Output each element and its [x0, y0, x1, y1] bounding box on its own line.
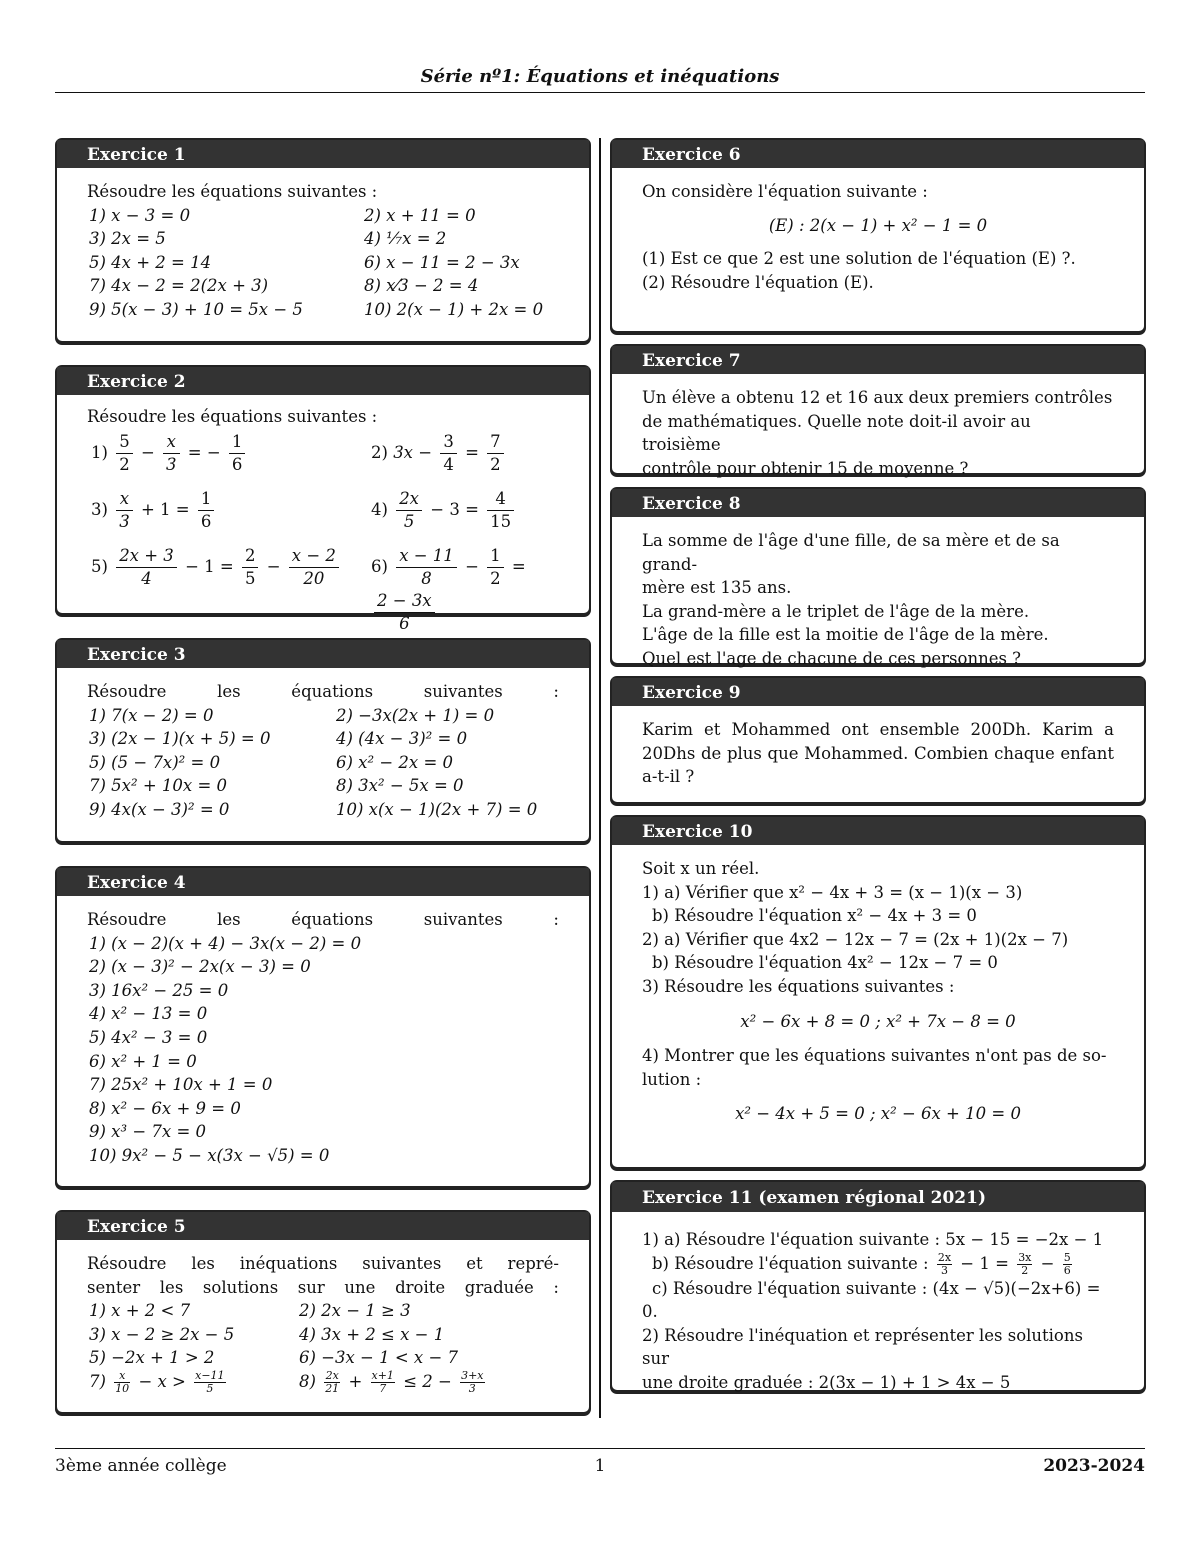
list-item: 2) x + 11 = 0 [364, 205, 476, 225]
exercise-10-title: Exercice 10 [612, 817, 1144, 845]
footer-rule [55, 1448, 1145, 1449]
list-item: 5) −2x + 1 > 2 [89, 1348, 215, 1368]
exercise-11-line: 1) a) Résoudre l'équation suivante : 5x − 15 = −2x − 1 [642, 1230, 1104, 1249]
list-item: 1) 7(x − 2) = 0 [89, 705, 214, 725]
list-item: 10) 2(x − 1) + 2x = 0 [364, 299, 544, 319]
exercise-10-equations-1: x² − 6x + 8 = 0 ; x² + 7x − 8 = 0 [740, 1011, 1016, 1031]
exercise-3-items [87, 704, 559, 822]
exercise-9-line: a-t-il ? [642, 767, 695, 787]
list-item: 6) x − 11 = 2 − 3x [364, 252, 520, 272]
exercise-8-line: mère est 135 ans. [642, 578, 792, 598]
exercise-10-equations-2: x² − 4x + 5 = 0 ; x² − 6x + 10 = 0 [735, 1104, 1021, 1124]
exercise-11-line: 0. [642, 1302, 658, 1322]
list-item: 1) x − 3 = 0 [89, 205, 191, 225]
exercise-6-q1: (1) Est ce que 2 est une solution de l'équation (E) ?. [642, 249, 1076, 269]
exercise-9-line: 20Dhs de plus que Mohammed. Combien chaque enfant [642, 743, 1114, 763]
exercise-6-intro: On considère l'équation suivante : [642, 182, 928, 201]
exercise-1-title: Exercice 1 [57, 140, 589, 168]
list-item: 5) 4x² − 3 = 0 [89, 1027, 208, 1047]
exercise-10-line: 4) Montrer que les équations suivantes n'ont pas de so- [642, 1046, 1107, 1066]
exercise-10-box [610, 815, 1146, 1169]
exercise-11-line: 2) Résoudre l'inéquation et représenter les solutions sur [642, 1325, 1083, 1369]
exercise-7-box [610, 344, 1146, 478]
list-item: 7) 5x² + 10x = 0 [89, 776, 228, 796]
list-item: 4) $\frac{2x}{5}$ − 3 = $\frac{4}{15}$ [371, 488, 559, 533]
list-item: 5) 4x + 2 = 14 [89, 252, 212, 272]
column-separator [599, 138, 601, 1418]
page-title: Série nº1: Équations et inéquations [420, 66, 780, 87]
exercise-10-line: b) Résoudre l'équation 4x² − 12x − 7 = 0 [652, 953, 998, 973]
list-item: 7) 25x² + 10x + 1 = 0 [89, 1075, 273, 1095]
list-item: 2) −3x(2x + 1) = 0 [336, 705, 495, 725]
list-item: 6) $\frac{x - 11}{8}$ − $\frac{1}{2}$ = $\frac{2 - 3x}{6}$ [371, 545, 526, 633]
exercise-3-intro: Résoudre les équations suivantes : [87, 682, 559, 701]
exercise-9-title: Exercice 9 [612, 678, 1144, 706]
exercise-9-box [610, 676, 1146, 804]
exercise-8-title: Exercice 8 [612, 489, 1144, 517]
exercise-7-title: Exercice 7 [612, 346, 1144, 374]
exercise-1-intro: Résoudre les équations suivantes : [87, 182, 378, 201]
list-item: 8) 3x² − 5x = 0 [336, 776, 464, 796]
list-item: 1) $\frac{5}{2}$ − $\frac{x}{3}$ = − $\frac{1}{6}$ [91, 431, 371, 476]
list-item: 3) 16x² − 25 = 0 [89, 980, 229, 1000]
list-item: 6) x² − 2x = 0 [336, 752, 454, 772]
list-item: 5) $\frac{2x + 3}{4}$ − 1 = $\frac{2}{5}$ − $\frac{x - 2}{20}$ [91, 545, 371, 635]
exercise-10-line: 1) a) Vérifier que x² − 4x + 3 = (x − 1)(x − 3) [642, 882, 1023, 902]
exercise-2-intro: Résoudre les équations suivantes : [87, 407, 378, 426]
exercise-9-line: Karim et Mohammed ont ensemble 200Dh. Karim a [642, 720, 1114, 739]
exercise-11-box [610, 1180, 1146, 1392]
exercise-5-box [55, 1210, 591, 1414]
exercise-11-line: c) Résoudre l'équation suivante : (4x − √5)(−2x+6) = [652, 1278, 1101, 1298]
exercise-5-title: Exercice 5 [57, 1212, 589, 1240]
list-item: 2) (x − 3)² − 2x(x − 3) = 0 [89, 957, 311, 977]
exercise-8-box [610, 487, 1146, 668]
list-item: 9) 5(x − 3) + 10 = 5x − 5 [89, 299, 303, 319]
exercise-4-items [87, 932, 559, 1168]
list-item: 3) (2x − 1)(x + 5) = 0 [89, 729, 271, 749]
list-item: 6) x² + 1 = 0 [89, 1051, 197, 1071]
exercise-4-title: Exercice 4 [57, 868, 589, 896]
exercise-10-line: lution : [642, 1069, 702, 1089]
list-item: 1) (x − 2)(x + 4) − 3x(x − 2) = 0 [89, 933, 362, 953]
list-item: 10) 9x² − 5 − x(3x − √5) = 0 [89, 1145, 330, 1165]
exercise-7-line: contrôle pour obtenir 15 de moyenne ? [642, 458, 969, 478]
exercise-6-title: Exercice 6 [612, 140, 1144, 168]
exercise-7-line: Un élève a obtenu 12 et 16 aux deux premiers contrôles [642, 388, 1113, 407]
exercise-8-line: Quel est l'age de chacune de ces personnes ? [642, 648, 1022, 668]
exercise-8-line: L'âge de la fille est la moitie de l'âge de la mère. [642, 625, 1049, 645]
list-item: 4) (4x − 3)² = 0 [336, 729, 468, 749]
exercise-10-line: 2) a) Vérifier que 4x2 − 12x − 7 = (2x + 1)(2x − 7) [642, 929, 1069, 949]
footer-page-number: 1 [594, 1456, 606, 1476]
exercise-2-box [55, 365, 591, 633]
exercise-8-line: La somme de l'âge d'une fille, de sa mère et de sa grand- [642, 531, 1060, 574]
list-item: 7) 4x − 2 = 2(2x + 3) [89, 276, 269, 296]
exercise-6-box [610, 138, 1146, 333]
exercise-1-box [55, 138, 591, 343]
exercise-4-box [55, 866, 591, 1188]
list-item: 8) x² − 6x + 9 = 0 [89, 1098, 241, 1118]
list-item: 9) x³ − 7x = 0 [89, 1122, 207, 1142]
exercise-1-items [87, 204, 559, 322]
exercise-8-line: La grand-mère a le triplet de l'âge de la mère. [642, 601, 1030, 621]
list-item: 8) x⁄3 − 2 = 4 [364, 276, 479, 296]
list-item: 3) 2x = 5 [89, 229, 166, 249]
list-item: 4) 3x + 2 ≤ x − 1 [299, 1324, 445, 1344]
exercise-6-equation: (E) : 2(x − 1) + x² − 1 = 0 [768, 215, 988, 235]
exercise-10-line: 3) Résoudre les équations suivantes : [642, 976, 955, 996]
list-item: 2) 3x − $\frac{3}{4}$ = $\frac{7}{2}$ [371, 431, 559, 476]
list-item: 3) $\frac{x}{3}$ + 1 = $\frac{1}{6}$ [91, 488, 371, 533]
exercise-2-title: Exercice 2 [57, 367, 589, 395]
exercise-10-line: b) Résoudre l'équation x² − 4x + 3 = 0 [652, 906, 977, 926]
footer-level: 3ème année collège [55, 1456, 227, 1476]
exercise-5-intro-line2: senter les solutions sur une droite graduée : [87, 1277, 559, 1297]
exercise-11-line: une droite graduée : 2(3x − 1) + 1 > 4x − 5 [642, 1372, 1011, 1392]
list-item: 4) x² − 13 = 0 [89, 1004, 208, 1024]
exercise-11-line-b: b) Résoudre l'équation suivante : $\frac{2x}{3}$ − 1 = $\frac{3x}{2}$ − $\frac{5}{6}$ [652, 1250, 1071, 1277]
header-rule [55, 92, 1145, 93]
list-item: 1) x + 2 < 7 [89, 1301, 191, 1321]
list-item: 10) x(x − 1)(2x + 7) = 0 [336, 799, 538, 819]
list-item: 6) −3x − 1 < x − 7 [299, 1348, 459, 1368]
exercise-4-intro: Résoudre les équations suivantes : [87, 910, 559, 929]
footer-year: 2023-2024 [1043, 1456, 1145, 1476]
exercise-2-items [87, 431, 559, 635]
list-item: 3) x − 2 ≥ 2x − 5 [89, 1324, 235, 1344]
exercise-11-title: Exercice 11 (examen régional 2021) [612, 1182, 1144, 1212]
exercise-5-items [87, 1299, 559, 1395]
exercise-10-line: Soit x un réel. [642, 859, 760, 878]
exercise-5-intro-line1: Résoudre les inéquations suivantes et repré- [87, 1254, 559, 1273]
list-item: 8) $\frac{2x}{21}$ + $\frac{x+1}{7}$ ≤ 2 − $\frac{3+x}{3}$ [299, 1368, 484, 1395]
list-item: 4) ⅐x = 2 [364, 229, 447, 249]
exercise-3-box [55, 638, 591, 843]
list-item: 9) 4x(x − 3)² = 0 [89, 799, 230, 819]
list-item: 5) (5 − 7x)² = 0 [89, 752, 221, 772]
exercise-3-title: Exercice 3 [57, 640, 589, 668]
list-item: 7) $\frac{x}{10}$ − x > $\frac{x-11}{5}$ [89, 1368, 225, 1395]
list-item: 2) 2x − 1 ≥ 3 [299, 1301, 411, 1321]
exercise-6-q2: (2) Résoudre l'équation (E). [642, 272, 874, 292]
exercise-7-line: de mathématiques. Quelle note doit-il avoir au troisième [642, 411, 1031, 455]
